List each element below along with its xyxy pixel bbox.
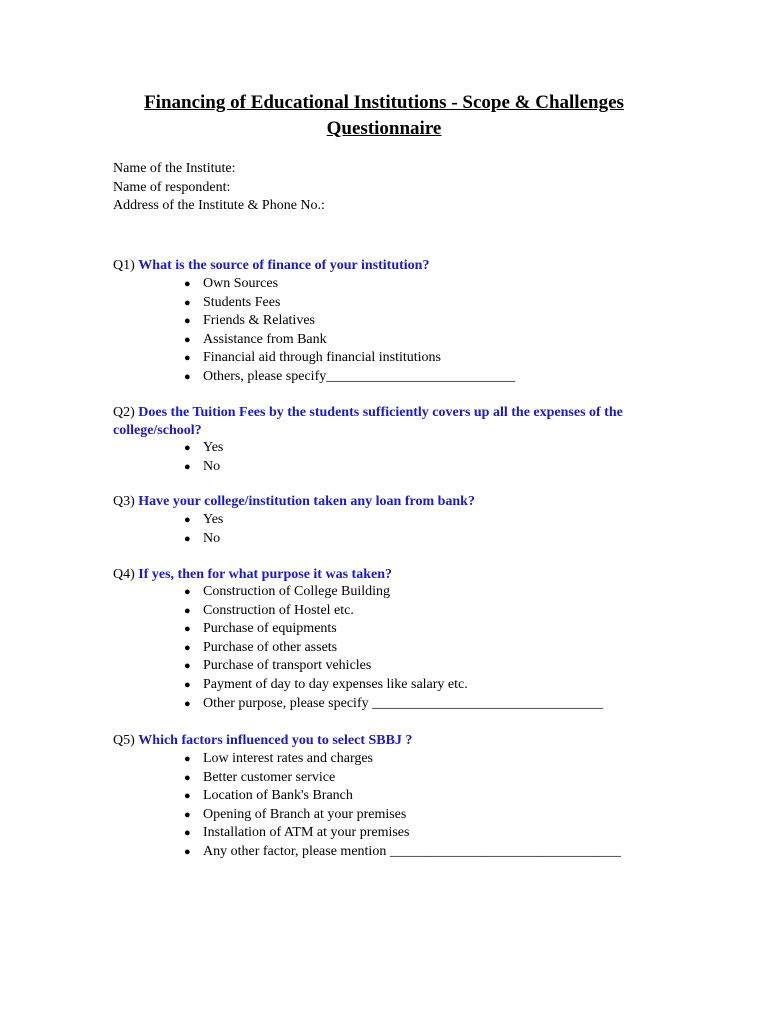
option-item [184, 769, 621, 788]
institute-name-label: Name of the Institute: [113, 161, 236, 176]
bullet-icon: ● [184, 808, 191, 821]
option-label: No [203, 458, 221, 474]
option-label: Purchase of equipments [203, 621, 337, 637]
option-label: Purchase of transport vehicles [203, 658, 372, 674]
question-4 [113, 566, 658, 584]
option-item [184, 583, 603, 602]
option-item [184, 275, 515, 294]
option-item [184, 368, 515, 387]
option-item [184, 639, 603, 658]
option-label: Any other factor, please mention _________________________________ [203, 843, 621, 859]
question-1 [113, 257, 658, 275]
document-title: Financing of Educational Institutions - Scope & Challenges [144, 92, 624, 113]
option-item [184, 806, 621, 825]
question-label: Q2) [113, 405, 135, 420]
option-item [184, 787, 621, 806]
respondent-info [113, 160, 325, 216]
question-2 [113, 404, 658, 440]
option-label: Installation of ATM at your premises [203, 825, 410, 841]
question-2-options [184, 439, 223, 476]
option-label: Location of Bank's Branch [203, 788, 353, 804]
question-label: Q3) [113, 494, 135, 509]
bullet-icon: ● [184, 827, 191, 840]
option-label: Others, please specify___________________________ [203, 368, 516, 384]
question-4-options [184, 583, 603, 713]
option-label: Better customer service [203, 769, 336, 785]
question-3 [113, 493, 658, 511]
bullet-icon: ● [184, 532, 191, 545]
option-label: Payment of day to day expenses like salary etc. [203, 676, 468, 692]
option-item [184, 750, 621, 769]
bullet-icon: ● [184, 790, 191, 803]
bullet-icon: ● [184, 697, 191, 710]
bullet-icon: ● [184, 352, 191, 365]
option-item [184, 439, 223, 458]
bullet-icon: ● [184, 442, 191, 454]
question-text: What is the source of finance of your institution? [138, 258, 430, 273]
option-item [184, 843, 621, 862]
option-item [184, 676, 603, 695]
option-item [184, 824, 621, 843]
question-label: Q5) [113, 733, 135, 748]
bullet-icon: ● [184, 678, 191, 691]
bullet-icon: ● [184, 460, 191, 473]
option-label: Yes [203, 440, 224, 455]
option-label: Other purpose, please specify _________________________________ [203, 695, 604, 711]
question-label: Q1) [113, 258, 135, 273]
option-label: Purchase of other assets [203, 639, 338, 655]
bullet-icon: ● [184, 623, 191, 636]
option-item [184, 511, 223, 530]
option-item [184, 657, 603, 676]
bullet-icon: ● [184, 641, 191, 654]
question-text: Have your college/institution taken any loan from bank? [138, 494, 475, 509]
bullet-icon: ● [184, 296, 191, 309]
institute-address-label: Address of the Institute & Phone No.: [113, 198, 325, 213]
option-item [184, 331, 515, 350]
option-label: No [203, 530, 221, 546]
option-label: Assistance from Bank [203, 331, 327, 347]
option-label: Own Sources [203, 276, 279, 291]
question-text: Which factors influenced you to select SBBJ ? [138, 733, 413, 748]
option-item [184, 602, 603, 621]
option-item [184, 458, 223, 477]
option-label: Yes [203, 512, 224, 527]
bullet-icon: ● [184, 660, 191, 673]
bullet-icon: ● [184, 370, 191, 383]
option-item [184, 349, 515, 368]
bullet-icon: ● [184, 333, 191, 346]
bullet-icon: ● [184, 771, 191, 784]
question-1-options [184, 275, 515, 387]
bullet-icon: ● [184, 514, 191, 526]
option-item [184, 294, 515, 313]
bullet-icon: ● [184, 315, 191, 328]
option-item [184, 695, 603, 714]
bullet-icon: ● [184, 753, 191, 765]
option-label: Opening of Branch at your premises [203, 806, 407, 822]
option-item [184, 620, 603, 639]
option-label: Construction of College Building [203, 584, 391, 599]
option-label: Students Fees [203, 294, 281, 310]
question-label: Q4) [113, 567, 135, 582]
bullet-icon: ● [184, 845, 191, 858]
bullet-icon: ● [184, 586, 191, 598]
question-text: Does the Tuition Fees by the students sufficiently covers up all the expenses of the college/school? [113, 405, 623, 438]
respondent-name-label: Name of respondent: [113, 179, 231, 195]
question-text: If yes, then for what purpose it was taken? [138, 567, 392, 582]
question-5-options [184, 750, 621, 862]
option-label: Friends & Relatives [203, 313, 315, 329]
question-3-options [184, 511, 223, 548]
option-item [184, 530, 223, 549]
bullet-icon: ● [184, 604, 191, 617]
bullet-icon: ● [184, 278, 191, 290]
option-label: Financial aid through financial institutions [203, 350, 441, 366]
option-label: Low interest rates and charges [203, 751, 374, 766]
question-5 [113, 732, 658, 750]
document-subtitle: Questionnaire [326, 118, 442, 139]
option-item [184, 312, 515, 331]
option-label: Construction of Hostel etc. [203, 602, 354, 618]
